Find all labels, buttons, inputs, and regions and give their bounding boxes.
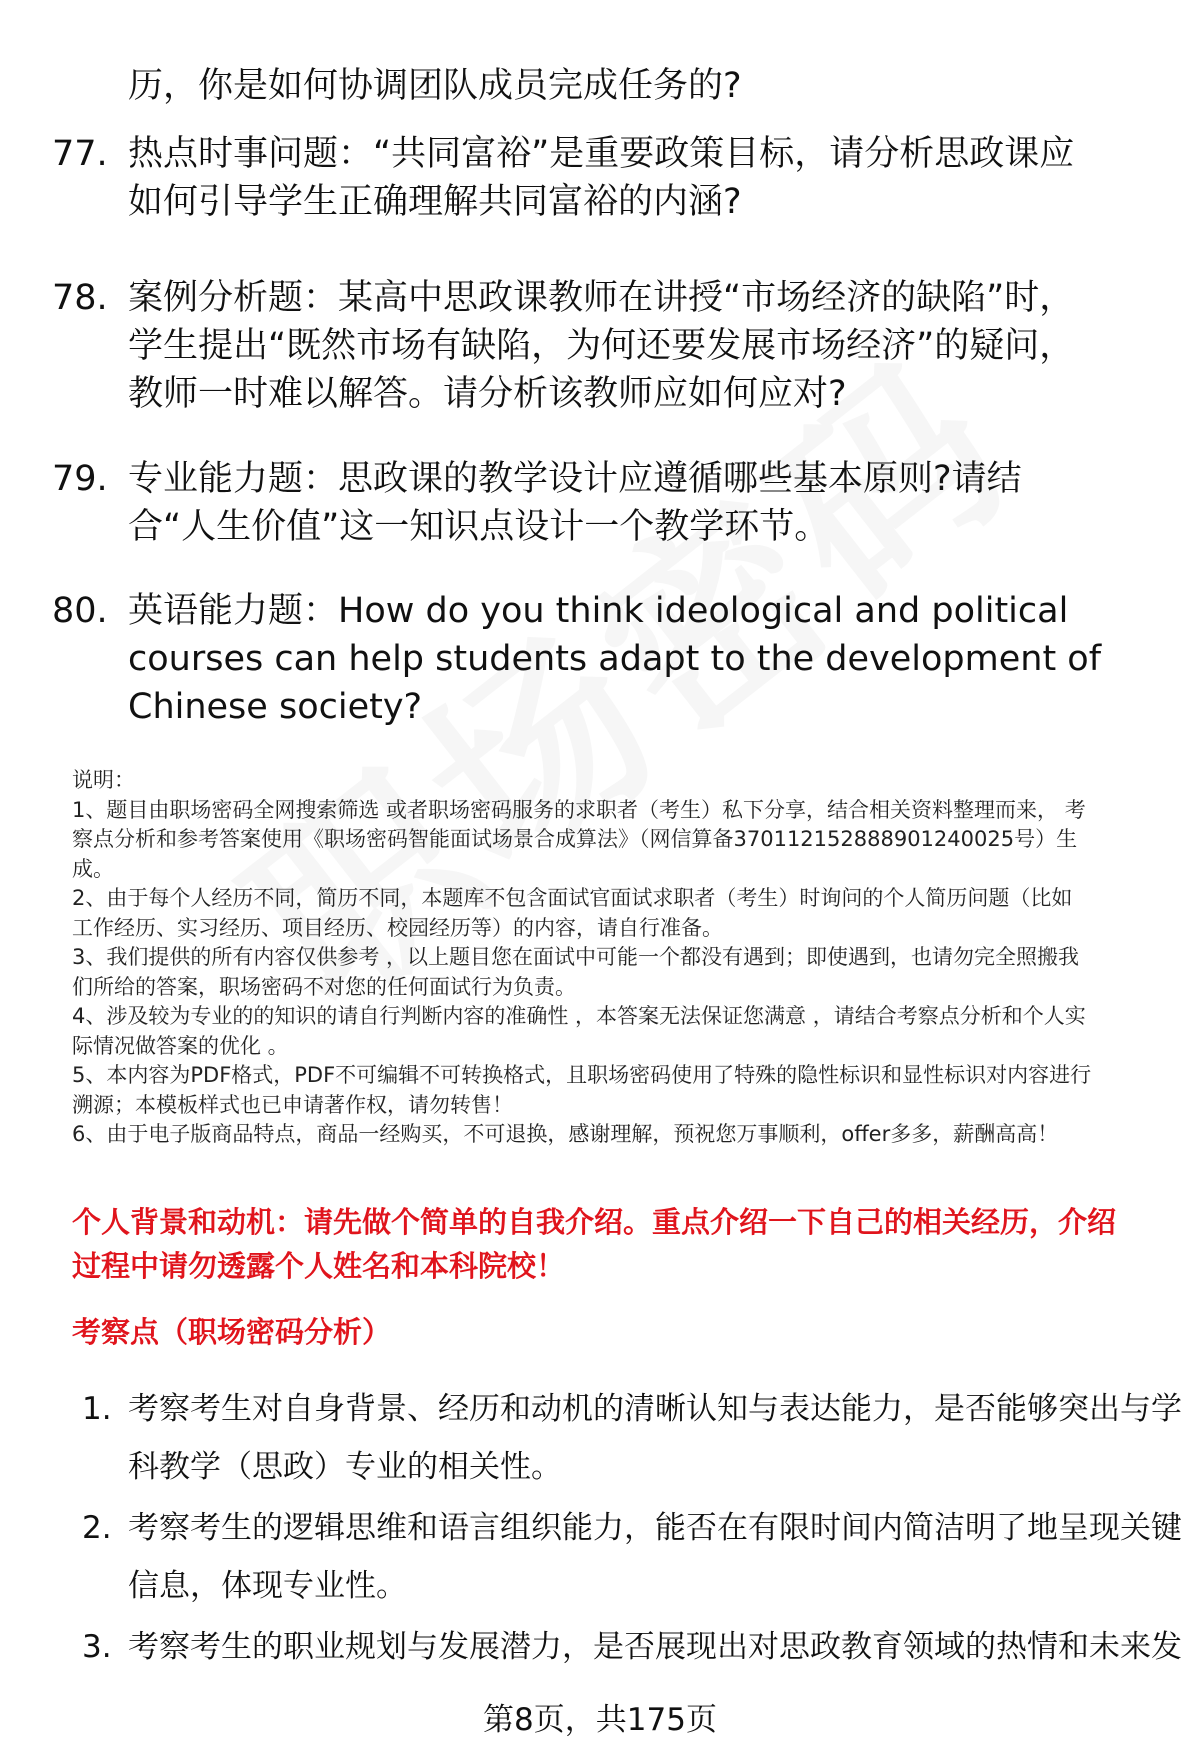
analysis-text [128,1618,1182,1676]
notes-line: 际情况做答案的优化 。 [72,1033,289,1058]
question-line: courses can help students adapt to the development of [128,639,1102,679]
notes-line: 溯源；本模板样式也已申请著作权，请勿转售！ [72,1092,513,1117]
analysis-line: 科教学（思政）专业的相关性。 [128,1449,562,1485]
notes-line: 6、由于电子版商品特点，商品一经购买，不可退换，感谢理解，预祝您万事顺利，offer多多，薪酬高高！ [72,1122,1059,1146]
question-line: 学生提出“既然市场有缺陷，为何还要发展市场经济”的疑问， [128,326,1075,366]
analysis-number: 3. [82,1629,112,1665]
question-line: 案例分析题：某高中思政课教师在讲授“市场经济的缺陷”时， [128,278,1075,318]
section-heading-line: 过程中请勿透露个人姓名和本科院校！ [72,1249,566,1283]
question-text [128,130,1138,226]
section-heading [72,1200,1152,1288]
analysis-text [128,1499,1182,1615]
section-heading-line: 个人背景和动机：请先做个简单的自我介绍。重点介绍一下自己的相关经历，介绍 [72,1205,1117,1239]
notes-title: 说明： [72,768,135,792]
disclaimer-notes [72,766,1158,1150]
question-line: 教师一时难以解答。请分析该教师应如何应对? [128,374,847,414]
notes-line: 成。 [72,856,114,881]
notes-line: 3、我们提供的所有内容仅供参考 ，以上题目您在面试中可能一个都没有遇到；即使遇到，也请勿完全照搬我 [72,945,1080,969]
analysis-text [128,1380,1182,1496]
notes-line: 工作经历、实习经历、项目经历、校园经历等）的内容，请自行准备。 [72,915,723,940]
question-line: Chinese society? [128,687,423,727]
question-line: 热点时事问题：“共同富裕”是重要政策目标，请分析思政课应 [128,134,1075,174]
question-number: 77. [52,134,108,174]
analysis-line: 考察考生的职业规划与发展潜力，是否展现出对思政教育领域的热情和未来发 [128,1629,1182,1665]
analysis-number: 2. [82,1510,112,1546]
notes-line: 5、本内容为PDF格式，PDF不可编辑不可转换格式，且职场密码使用了特殊的隐性标识和显性标识对内容进行 [72,1063,1092,1087]
notes-line: 察点分析和参考答案使用《职场密码智能面试场景合成算法》（网信算备370112152888901240025号）生 [72,827,1078,851]
page-footer: 第8页，共175页 [483,1702,717,1738]
question-text [128,587,1138,731]
question-number: 78. [52,278,108,318]
analysis-line: 信息，体现专业性。 [128,1568,407,1604]
previous-question-continuation: 历，你是如何协调团队成员完成任务的? [128,66,742,106]
analysis-line: 考察考生的逻辑思维和语言组织能力，能否在有限时间内简洁明了地呈现关键 [128,1510,1182,1546]
analysis-heading: 考察点（职场密码分析） [72,1315,392,1349]
question-line: 合“人生价值”这一知识点设计一个教学环节。 [128,507,830,547]
analysis-number: 1. [82,1391,112,1427]
question-line: 英语能力题：How do you think ideological and political [128,591,1069,631]
notes-line: 1、题目由职场密码全网搜索筛选 或者职场密码服务的求职者（考生）私下分享，结合相关资料整理而来， 考 [72,797,1086,822]
question-text [128,274,1138,418]
question-line: 如何引导学生正确理解共同富裕的内涵? [128,182,742,222]
question-text [128,455,1138,551]
question-number: 79. [52,459,108,499]
question-number: 80. [52,591,108,631]
notes-line: 4、涉及较为专业的的知识的请自行判断内容的准确性 ，本答案无法保证您满意 ，请结合考察点分析和个人实 [72,1004,1086,1028]
notes-line: 2、由于每个人经历不同，简历不同，本题库不包含面试官面试求职者（考生）时询问的个人简历问题（比如 [72,886,1073,910]
notes-line: 们所给的答案，职场密码不对您的任何面试行为负责。 [72,974,576,999]
question-line: 专业能力题：思政课的教学设计应遵循哪些基本原则?请结 [128,459,1022,499]
analysis-line: 考察考生对自身背景、经历和动机的清晰认知与表达能力，是否能够突出与学 [128,1391,1182,1427]
